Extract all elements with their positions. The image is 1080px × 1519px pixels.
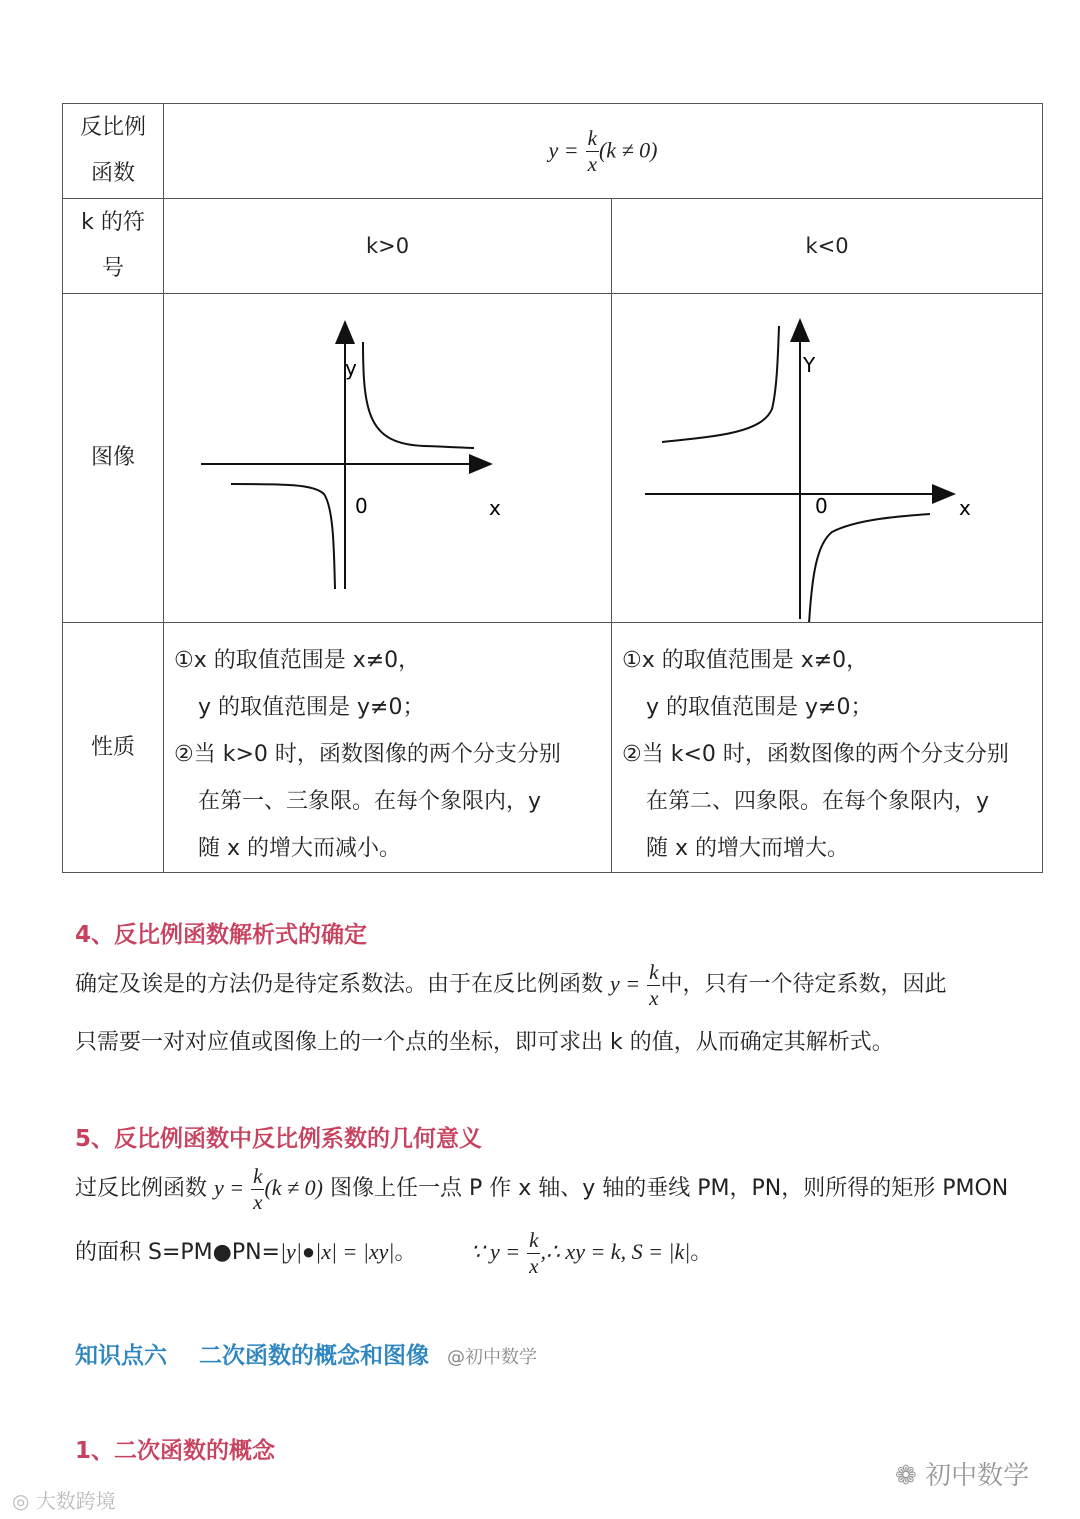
section5-line2: 的面积 S=PM●PN=|y|●|x| = |xy|。 ∵ y = $\frac{k}{x}$ ,∴ xy = k, S = |k|。 [75,1227,713,1278]
section5-title: 5、反比例函数中反比例系数的几何意义 [75,1126,483,1152]
origin-label: 0 [355,494,368,518]
wechat-icon: ❁ [895,1461,926,1491]
author-tag: @初中数学 [447,1347,538,1368]
watermark-right: ❁ 初中数学 [895,1461,1030,1491]
x-label: x [489,496,501,520]
branch-q4 [809,514,930,622]
branch-q1 [363,342,474,448]
row-label-k-sign: k 的符号 [63,199,164,294]
hyperbola-negative-svg [612,294,1043,622]
watermark-logo-icon: ◎ [12,1489,36,1513]
section4-para1: 确定及诶是的方法仍是待定系数法。由于在反比例函数 y = $\frac{k}{x}$ 中，只有一个待定系数，因此 [75,959,947,1010]
y-label: y [345,356,357,380]
origin-label: 0 [815,494,828,518]
properties-k-positive: ①x 的取值范围是 x≠0， y 的取值范围是 y≠0； ②当 k>0 时，函数图像的两个分支分别 在第一、三象限。在每个象限内，y 随 x 的增大而减小。 [164,623,612,873]
branch-q2 [662,326,779,442]
section4-para2: 只需要一对对应值或图像上的一个点的坐标，即可求出 k 的值，从而确定其解析式。 [75,1030,894,1055]
graph-k-positive [164,294,612,623]
y-label: Y [803,353,816,377]
row-label-graph: 图像 [63,294,164,623]
section4-title: 4、反比例函数解析式的确定 [75,922,368,948]
row-label-properties: 性质 [63,623,164,873]
k-negative: k<0 [612,199,1043,294]
row-label-function: 反比例函数 [63,104,164,199]
properties-k-negative: ①x 的取值范围是 x≠0， y 的取值范围是 y≠0； ②当 k<0 时，函数图像的两个分支分别 在第二、四象限。在每个象限内，y 随 x 的增大而增大。 [612,623,1043,873]
inverse-proportion-table [62,103,1043,873]
function-formula: y = $\frac{k}{x}$ (k ≠ 0) [164,104,1043,199]
x-label: x [959,496,971,520]
graph-k-negative [612,294,1043,623]
section6-title: 知识点六 二次函数的概念和图像 @初中数学 [75,1343,538,1369]
k-positive: k>0 [164,199,612,294]
hyperbola-positive-svg [164,294,612,622]
branch-q3 [231,484,335,589]
section6-1-title: 1、二次函数的概念 [75,1438,276,1464]
section5-line1: 过反比例函数 y = $\frac{k}{x}$ (k ≠ 0) 图像上任一点 P 作 x 轴、y 轴的垂线 PM，PN，则所得的矩形 PMON [75,1163,1009,1214]
watermark-left: ◎ 大数跨境 [12,1489,116,1513]
